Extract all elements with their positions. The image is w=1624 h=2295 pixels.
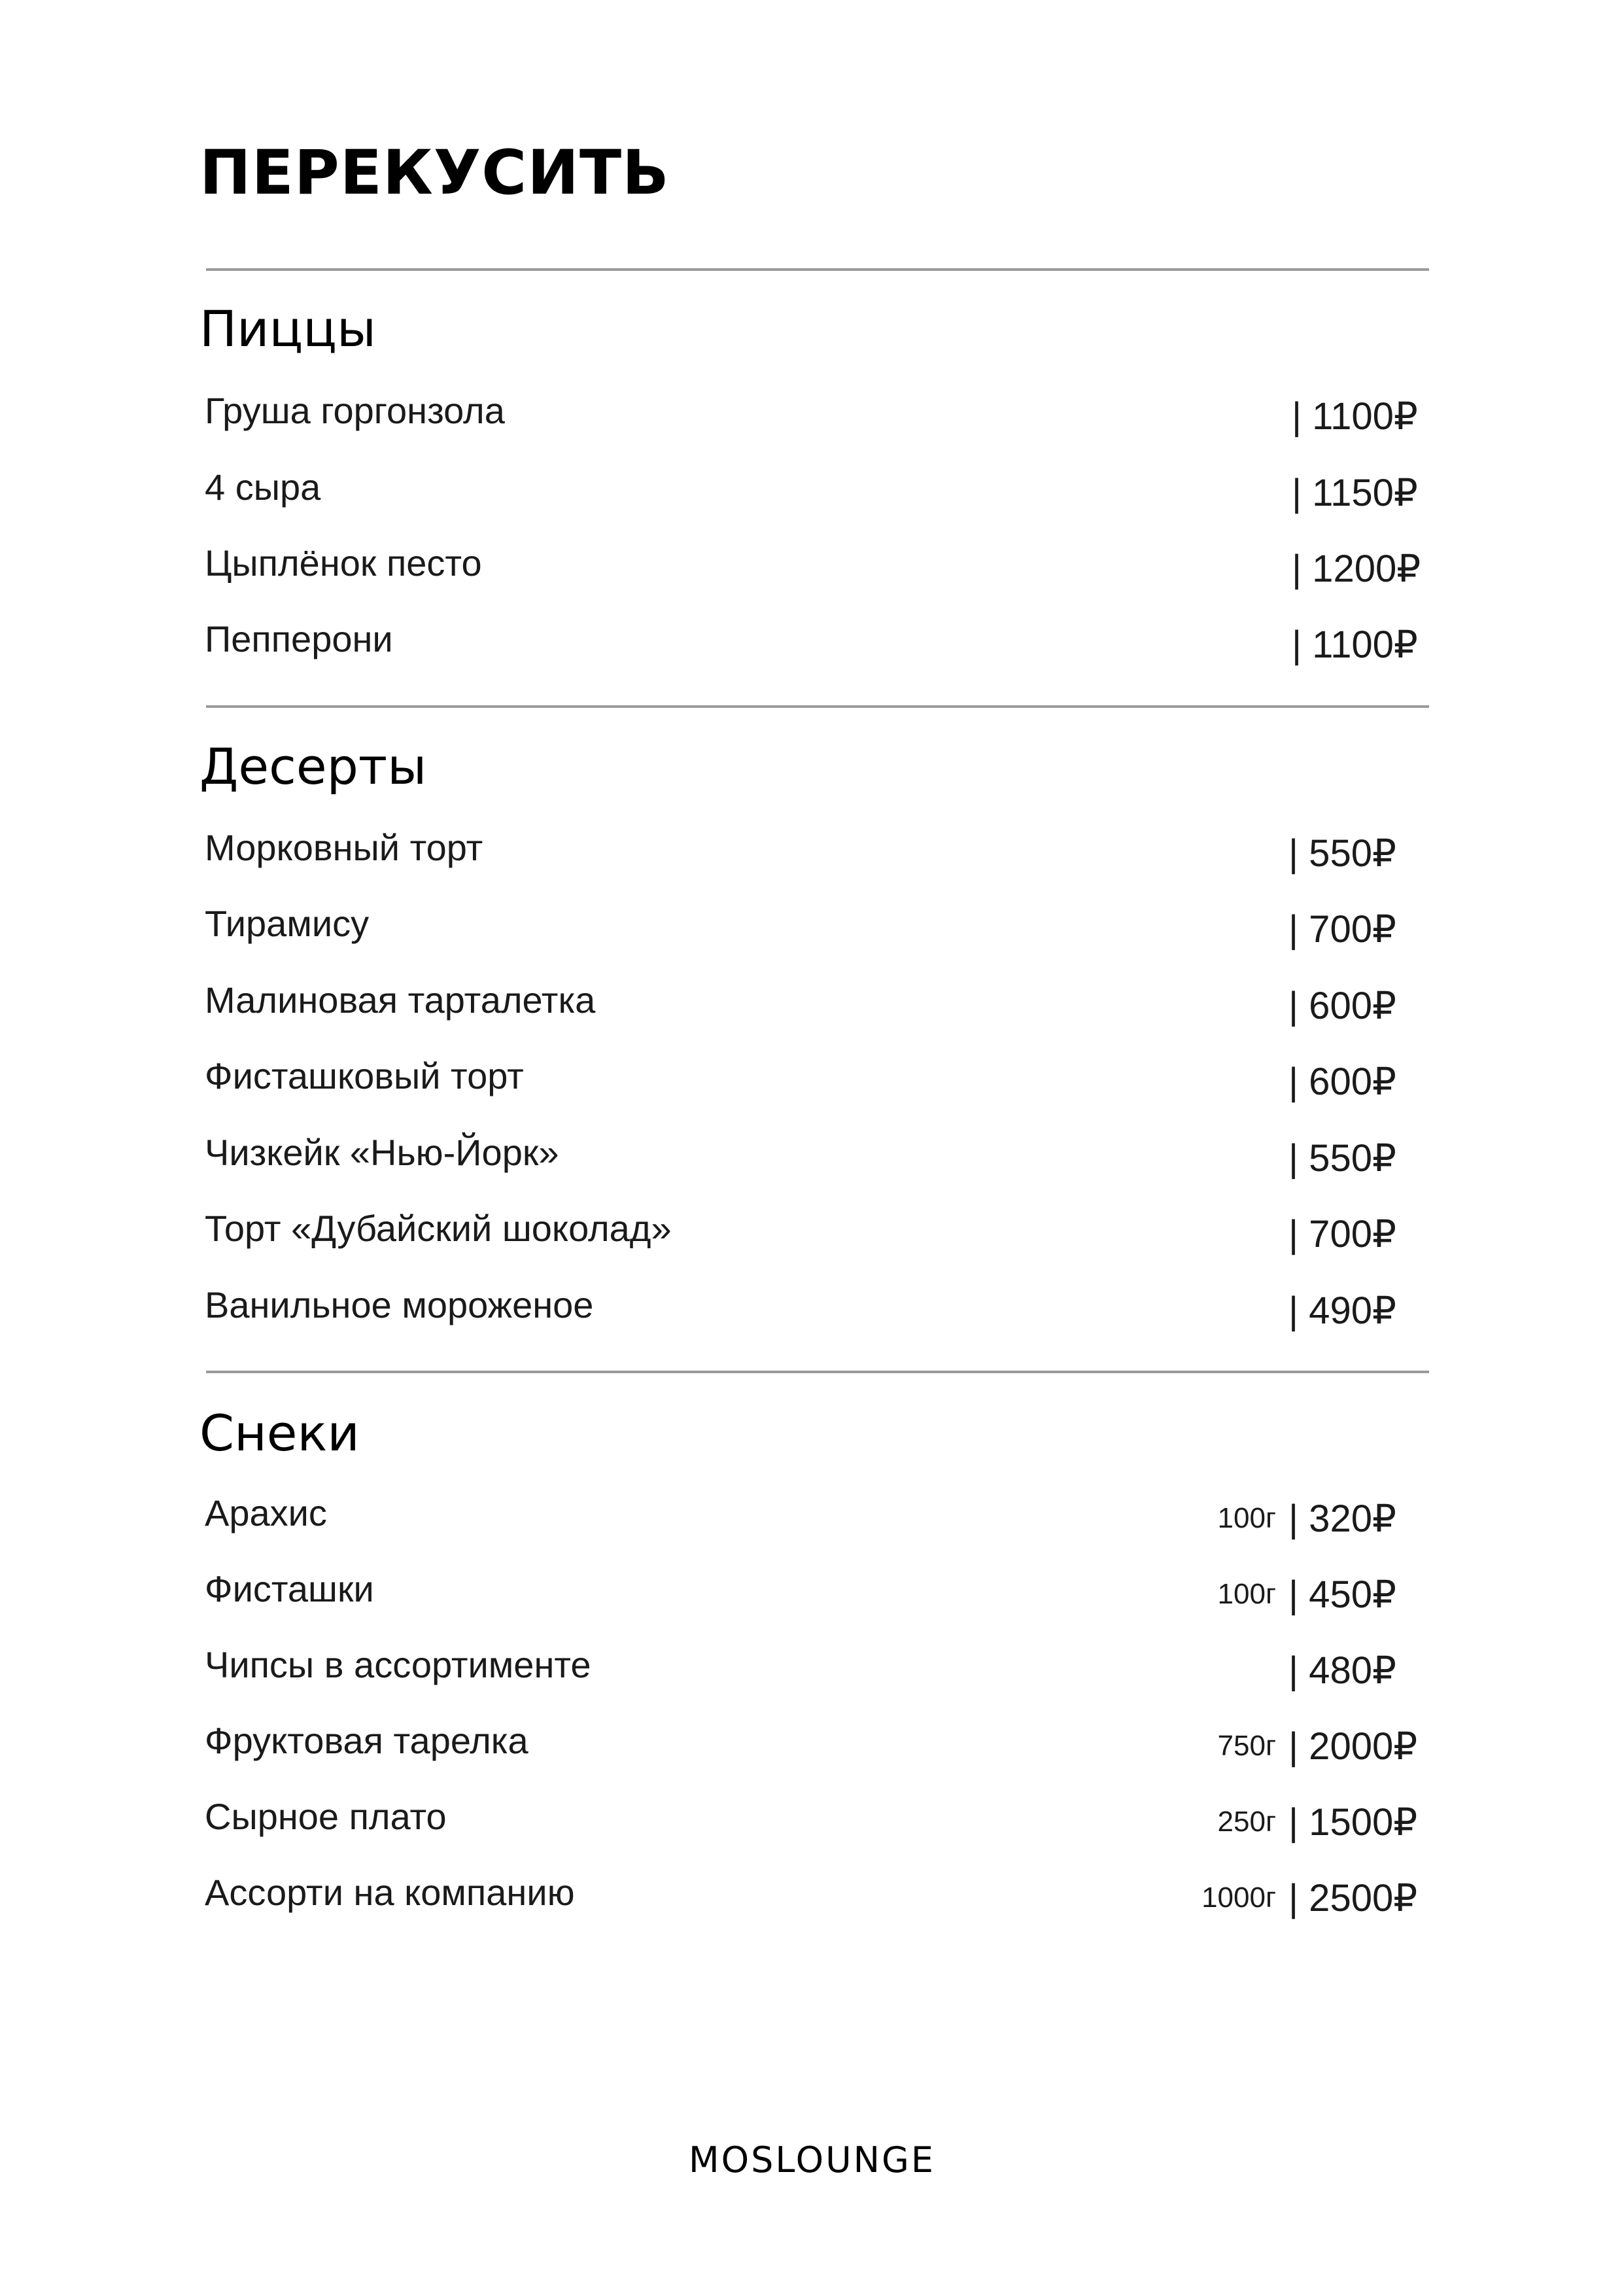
item-price: | 600₽ bbox=[1288, 1060, 1396, 1103]
menu-item bbox=[199, 390, 1429, 445]
item-name: Фисташковый торт bbox=[205, 1055, 524, 1096]
section-divider bbox=[206, 268, 1429, 271]
item-price: | 2500₽ bbox=[1288, 1877, 1418, 1919]
item-price: | 1100₽ bbox=[1292, 623, 1418, 666]
item-price: | 320₽ bbox=[1288, 1498, 1396, 1540]
menu-item bbox=[199, 542, 1429, 597]
menu-item bbox=[199, 618, 1429, 673]
item-name: Сырное плато bbox=[205, 1796, 447, 1837]
menu-item bbox=[199, 1210, 1429, 1263]
item-name: Пепперони bbox=[205, 618, 393, 659]
item-name: Тирамису bbox=[205, 903, 370, 944]
menu-item bbox=[199, 1134, 1429, 1187]
footer-brand-logo: MOSLOUNGE bbox=[689, 2139, 935, 2181]
menu-item bbox=[199, 1284, 1429, 1339]
item-price: | 1500₽ bbox=[1288, 1801, 1418, 1844]
menu-item bbox=[199, 1568, 1429, 1623]
item-weight: 100г bbox=[1217, 1578, 1276, 1610]
item-name: Фисташки bbox=[205, 1568, 374, 1609]
section-divider bbox=[206, 705, 1429, 708]
item-name: Морковный торт bbox=[205, 827, 483, 868]
item-name: Малиновая тарталетка bbox=[205, 979, 596, 1021]
item-price: | 450₽ bbox=[1288, 1573, 1396, 1616]
item-name: Цыплёнок песто bbox=[205, 542, 482, 584]
menu-item bbox=[199, 1055, 1429, 1110]
item-price: | 1150₽ bbox=[1292, 472, 1418, 514]
menu-item bbox=[199, 1644, 1429, 1699]
menu-item bbox=[199, 1720, 1429, 1775]
item-price: | 550₽ bbox=[1288, 832, 1396, 875]
menu-item bbox=[199, 905, 1429, 958]
item-name: Фруктовая тарелка bbox=[205, 1720, 528, 1761]
item-name: Арахис bbox=[205, 1492, 327, 1533]
item-weight: 250г bbox=[1217, 1806, 1276, 1838]
item-name: Чизкейк «Нью-Йорк» bbox=[205, 1132, 559, 1173]
section-title: Пиццы bbox=[199, 300, 377, 358]
section-title: Десерты bbox=[199, 737, 427, 796]
item-name: Ванильное мороженое bbox=[205, 1284, 594, 1325]
item-price: | 1200₽ bbox=[1292, 548, 1421, 590]
menu-item bbox=[199, 466, 1429, 521]
item-name: Чипсы в ассортименте bbox=[205, 1644, 591, 1685]
item-price: | 700₽ bbox=[1288, 1213, 1396, 1255]
item-price: | 490₽ bbox=[1288, 1289, 1396, 1332]
menu-item bbox=[199, 1492, 1429, 1547]
item-name: 4 сыра bbox=[205, 466, 321, 508]
menu-item bbox=[199, 827, 1429, 882]
item-name: Ассорти на компанию bbox=[205, 1872, 575, 1913]
item-price: | 480₽ bbox=[1288, 1649, 1396, 1692]
section-title: Снеки bbox=[199, 1404, 360, 1462]
page-title: ПЕРЕКУСИТЬ bbox=[199, 137, 670, 209]
item-weight: 100г bbox=[1217, 1502, 1276, 1534]
menu-item bbox=[199, 979, 1429, 1034]
item-price: | 600₽ bbox=[1288, 985, 1396, 1027]
menu-item bbox=[199, 1874, 1429, 1927]
item-price: | 1100₽ bbox=[1292, 395, 1418, 438]
item-weight: 1000г bbox=[1201, 1882, 1276, 1914]
item-price: | 700₽ bbox=[1288, 908, 1396, 951]
item-name: Груша горгонзола bbox=[205, 390, 505, 431]
item-price: | 550₽ bbox=[1288, 1137, 1396, 1180]
section-divider bbox=[206, 1371, 1429, 1373]
item-name: Торт «Дубайский шоколад» bbox=[205, 1208, 672, 1249]
item-weight: 750г bbox=[1217, 1730, 1276, 1762]
item-price: | 2000₽ bbox=[1288, 1725, 1418, 1768]
menu-item bbox=[199, 1798, 1429, 1851]
